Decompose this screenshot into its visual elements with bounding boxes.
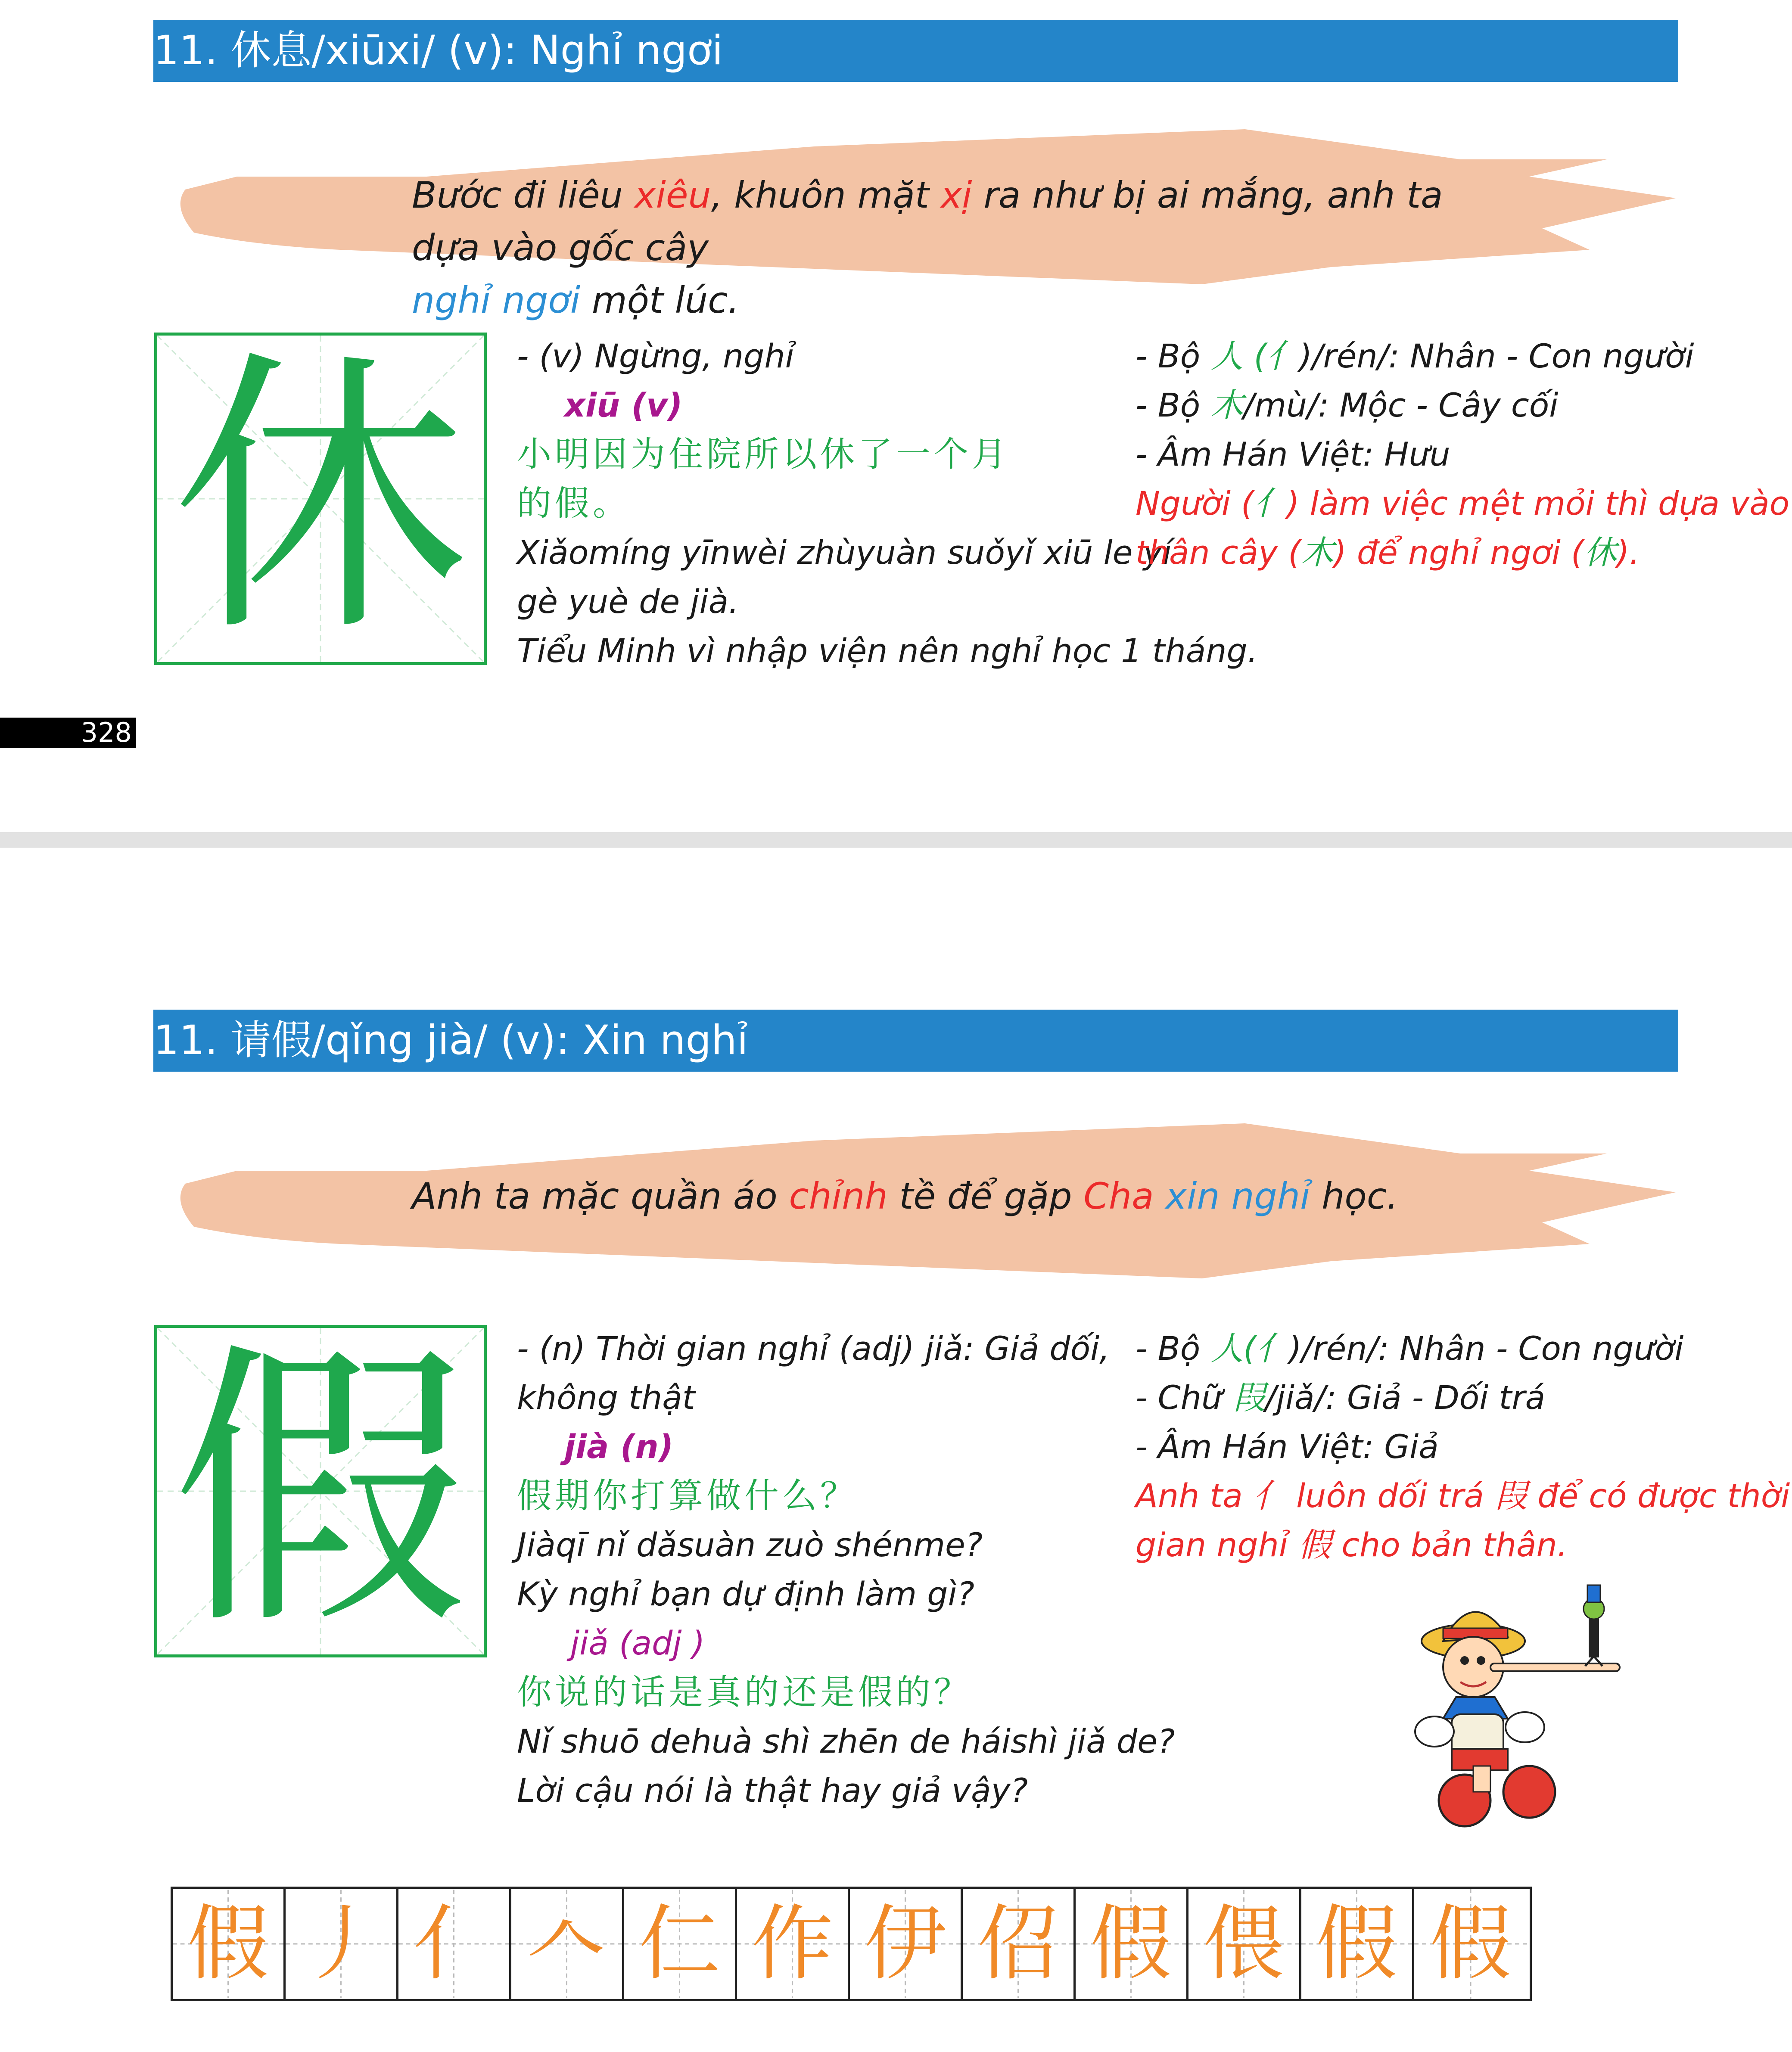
- explain-part: gian nghỉ: [1136, 1526, 1299, 1564]
- explanation-line: [1136, 1471, 1790, 1520]
- explain-part: Người (: [1136, 484, 1254, 522]
- page-number: 328: [0, 718, 136, 748]
- radical-char: 木: [1301, 533, 1334, 572]
- radical-char: 休: [1584, 533, 1617, 572]
- mnemonic-part: Bước đi liêu: [412, 174, 635, 216]
- pinyin-pos-label: xiū (v): [564, 386, 683, 424]
- example-chinese-line: 的假。: [517, 483, 631, 523]
- mnemonic-highlight: Cha: [1083, 1175, 1154, 1217]
- pinyin-pos-label: jiǎ (adj ): [570, 1624, 705, 1662]
- stroke-character: 𠆢: [526, 1896, 608, 1991]
- radical-line: [1136, 1324, 1696, 1373]
- radical-char: 木: [1210, 386, 1244, 424]
- entry-pinyin: /qǐng jià/: [311, 1017, 488, 1064]
- stroke-cell: [963, 1889, 1076, 1999]
- entry-title-bar: [153, 20, 1678, 82]
- stroke-order-row: [171, 1887, 1532, 2001]
- page-separator: [0, 832, 1792, 848]
- pinocchio-illustration: [1409, 1568, 1650, 1835]
- example-translation: Lời cậu nói là thật hay giả vậy?: [517, 1771, 1028, 1809]
- radical-char: 亻: [1253, 1477, 1286, 1515]
- explain-part: cho bản thân.: [1331, 1526, 1568, 1564]
- mnemonic-text: [412, 169, 1489, 326]
- mnemonic-part: , khuôn mặt: [711, 174, 941, 216]
- pinyin-pos-label: jià (n): [564, 1427, 674, 1466]
- stroke-cell: [1076, 1889, 1188, 1999]
- stroke-character: 仁: [638, 1896, 721, 1991]
- entry-number: 11.: [153, 27, 218, 74]
- definition-line: - (v) Ngừng, nghỉ: [517, 337, 794, 375]
- mnemonic-highlight: chỉnh: [789, 1175, 888, 1217]
- mnemonic-part: tề để gặp: [887, 1175, 1084, 1217]
- radical-column: [1136, 332, 1790, 577]
- explain-part: Anh ta: [1136, 1477, 1254, 1515]
- stroke-cell: [850, 1889, 963, 1999]
- stroke-character: 假: [187, 1896, 269, 1991]
- mnemonic-part: Anh ta mặc quần áo: [412, 1175, 789, 1217]
- radical-prefix: - Bộ: [1136, 1329, 1211, 1368]
- explain-part: luôn dối trá: [1286, 1477, 1495, 1515]
- radical-char: 假: [1298, 1526, 1332, 1564]
- example-pinyin-line: Jiàqī nǐ dǎsuàn zuò shénme?: [517, 1526, 983, 1564]
- explain-part: thân cây (: [1136, 533, 1301, 572]
- radical-column: [1136, 1324, 1790, 1570]
- radical-line: [1136, 332, 1696, 381]
- radical-char: 人(亻: [1210, 1329, 1289, 1368]
- entry-title-bar: [153, 1010, 1678, 1072]
- mnemonic-highlight: xiêu: [634, 174, 711, 216]
- stroke-character: 亻: [413, 1896, 495, 1991]
- example-pinyin-line: Nǐ shuō dehuà shì zhēn de háishì jiǎ de?: [517, 1722, 1175, 1760]
- stroke-cell: [511, 1889, 624, 1999]
- explanation-line: [1136, 479, 1790, 528]
- radical-char: 人: [1210, 337, 1244, 375]
- stroke-character: 假: [1316, 1896, 1398, 1991]
- example-chinese-line: 假期你打算做什么？: [517, 1476, 858, 1516]
- radical-desc: )/rén/: Nhân - Con người: [1289, 1329, 1684, 1368]
- explain-part: để có được thời: [1527, 1477, 1790, 1515]
- entry-number: 11.: [153, 1017, 218, 1064]
- explain-part: ).: [1616, 533, 1640, 572]
- definition-line: không thật: [517, 1378, 695, 1417]
- stroke-character: 伊: [864, 1896, 946, 1991]
- stroke-character: 佋: [977, 1896, 1059, 1991]
- mnemonic-highlight: nghỉ ngơi: [412, 279, 581, 321]
- main-character: 休: [172, 326, 469, 672]
- sino-vietnamese-line: - Âm Hán Việt: Giả: [1136, 1427, 1439, 1466]
- radical-desc: )/rén/: Nhân - Con người: [1299, 337, 1694, 375]
- radical-prefix: - Chữ: [1136, 1378, 1233, 1417]
- entry-pos: (v):: [500, 1017, 570, 1064]
- stroke-cell: [737, 1889, 850, 1999]
- stroke-character: 假: [1090, 1896, 1172, 1991]
- example-chinese-line: 你说的话是真的还是假的？: [517, 1672, 972, 1712]
- entry-pinyin: /xiūxi/: [311, 27, 435, 74]
- entry-hanzi: 休息: [230, 27, 312, 74]
- definition-line: - (n) Thời gian nghỉ (adj) jiǎ: Giả dối,: [517, 1329, 1110, 1368]
- stroke-cell: [286, 1889, 398, 1999]
- stroke-cell: [1414, 1889, 1527, 1999]
- mnemonic-part: học.: [1310, 1175, 1398, 1217]
- example-translation: Tiểu Minh vì nhập viện nên nghỉ học 1 tháng.: [517, 631, 1258, 670]
- entry-hanzi: 请假: [230, 1017, 312, 1064]
- entry-meaning: Nghỉ ngơi: [530, 27, 723, 74]
- entry-meaning: Xin nghỉ: [582, 1017, 748, 1064]
- radical-desc: /mù/: Mộc - Cây cối: [1243, 386, 1559, 424]
- stroke-character: 作: [751, 1896, 834, 1991]
- sino-vietnamese-line: - Âm Hán Việt: Hưu: [1136, 435, 1450, 473]
- explanation-line: [1136, 1520, 1696, 1570]
- stroke-cell: [624, 1889, 737, 1999]
- mnemonic-text: [412, 1170, 1489, 1222]
- stroke-character: 偎: [1203, 1896, 1285, 1991]
- stroke-character: 假: [1429, 1896, 1512, 1991]
- radical-line: [1136, 381, 1696, 430]
- radical-char: (亻: [1254, 337, 1300, 375]
- main-character: 假: [172, 1318, 469, 1664]
- page-bottom: [0, 848, 1792, 2052]
- radical-char: 叚: [1232, 1378, 1266, 1417]
- entry-pos: (v):: [448, 27, 517, 74]
- radical-prefix: - Bộ: [1136, 386, 1211, 424]
- explain-part: ) làm việc mệt mỏi thì dựa vào: [1286, 484, 1790, 522]
- explain-part: ) để nghỉ ngơi (: [1334, 533, 1584, 572]
- stroke-cell: [1301, 1889, 1414, 1999]
- explanation-line: [1136, 528, 1696, 577]
- radical-char: 叚: [1494, 1477, 1528, 1515]
- stroke-cell: [1188, 1889, 1301, 1999]
- radical-line: [1136, 1373, 1696, 1422]
- character-grid-box: [154, 1318, 487, 1664]
- mnemonic-highlight: xị: [940, 174, 972, 216]
- example-pinyin-line: Xiǎomíng yīnwèi zhùyuàn suǒyǐ xiū le yí: [517, 533, 1172, 572]
- mnemonic-highlight: xin nghỉ: [1165, 1175, 1310, 1217]
- character-grid-box: [154, 326, 487, 672]
- radical-desc: /jiǎ/: Giả - Dối trá: [1265, 1378, 1546, 1417]
- mnemonic-part: ra như bị ai mắng, anh ta dựa vào gốc cây: [412, 174, 1443, 269]
- example-pinyin-line: gè yuè de jià.: [517, 582, 739, 621]
- radical-char: 亻: [1254, 484, 1287, 522]
- example-translation: Kỳ nghỉ bạn dự định làm gì?: [517, 1575, 974, 1613]
- stroke-cell: [173, 1889, 286, 1999]
- stroke-cell: [398, 1889, 511, 1999]
- radical-prefix: - Bộ: [1136, 337, 1211, 375]
- page-top: [0, 0, 1792, 832]
- mnemonic-part: một lúc.: [580, 279, 740, 321]
- example-chinese-line: 小明因为住院所以休了一个月: [517, 434, 1010, 474]
- mnemonic-part: [1154, 1175, 1166, 1217]
- stroke-character: 丿: [300, 1896, 382, 1991]
